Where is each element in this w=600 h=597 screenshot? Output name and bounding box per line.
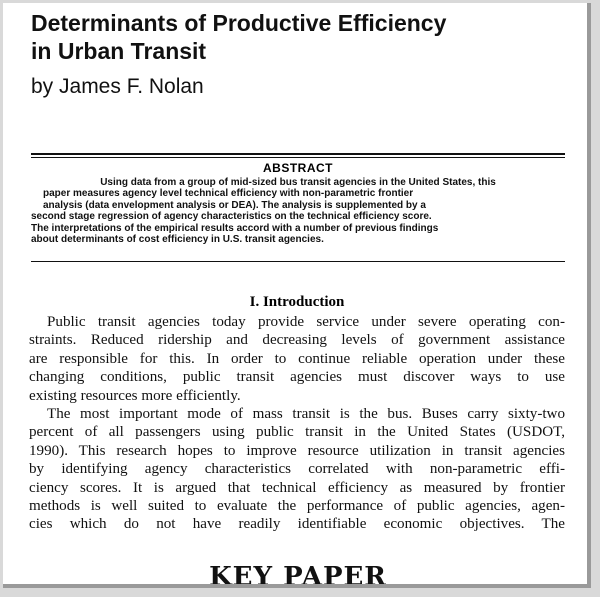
body-line: The most important mode of mass transit is the bus. Buses carry sixty-two bbox=[47, 406, 565, 423]
abstract-heading: ABSTRACT bbox=[263, 161, 333, 175]
abstract-line: The interpretations of the empirical results accord with a number of previous findings bbox=[31, 222, 439, 234]
paper-title bbox=[31, 9, 446, 65]
key-paper-banner: KEY PAPER bbox=[209, 562, 387, 588]
abstract-line: second stage regression of agency characteristics on the technical efficiency score. bbox=[31, 211, 432, 223]
body-line: changing conditions, public transit agencies must discover ways to use bbox=[29, 369, 565, 386]
abstract-bottom-rule bbox=[31, 261, 565, 262]
abstract-line: paper measures agency level technical efficiency with non-parametric frontier bbox=[43, 188, 414, 200]
body-line: are responsible for this. In order to continue reliable operation under these bbox=[29, 350, 565, 367]
body-line: existing resources more efficiently. bbox=[29, 387, 241, 404]
body-line: 1990). This research hopes to improve resource utilization in transit agencies bbox=[29, 442, 565, 459]
body-line: methods is well suited to evaluate the performance of public agencies, agen- bbox=[29, 498, 565, 515]
body-line: straints. Reduced ridership and decreasing levels of government assistance bbox=[29, 332, 565, 349]
abstract-top-rule bbox=[31, 153, 565, 158]
paper-page bbox=[3, 3, 591, 588]
abstract-line: Using data from a group of mid-sized bus transit agencies in the United States, this bbox=[100, 177, 496, 188]
body-line: by identifying agency characteristics correlated with non-parametric effi- bbox=[29, 461, 565, 478]
abstract-line: analysis (data envelopment analysis or DEA). The analysis is supplemented by a bbox=[43, 199, 426, 211]
title-line-2: in Urban Transit bbox=[31, 38, 207, 64]
body-line: percent of all passengers using public transit in the United States (USDOT, bbox=[29, 424, 565, 441]
abstract-line: about determinants of cost efficiency in U.S. transit agencies. bbox=[31, 234, 324, 246]
body-line: cies which do not have readily identifiable economic objectives. The bbox=[29, 516, 565, 533]
author-byline: by James F. Nolan bbox=[31, 75, 204, 98]
section-body bbox=[29, 313, 565, 534]
abstract-text bbox=[31, 177, 565, 245]
section-heading: I. Introduction bbox=[249, 294, 345, 310]
body-line: Public transit agencies today provide service under severe operating con- bbox=[47, 314, 565, 330]
body-line: ciency scores. It is argued that technical efficiency as measured by frontier bbox=[29, 479, 565, 496]
title-line-1: Determinants of Productive Efficiency bbox=[31, 10, 447, 36]
